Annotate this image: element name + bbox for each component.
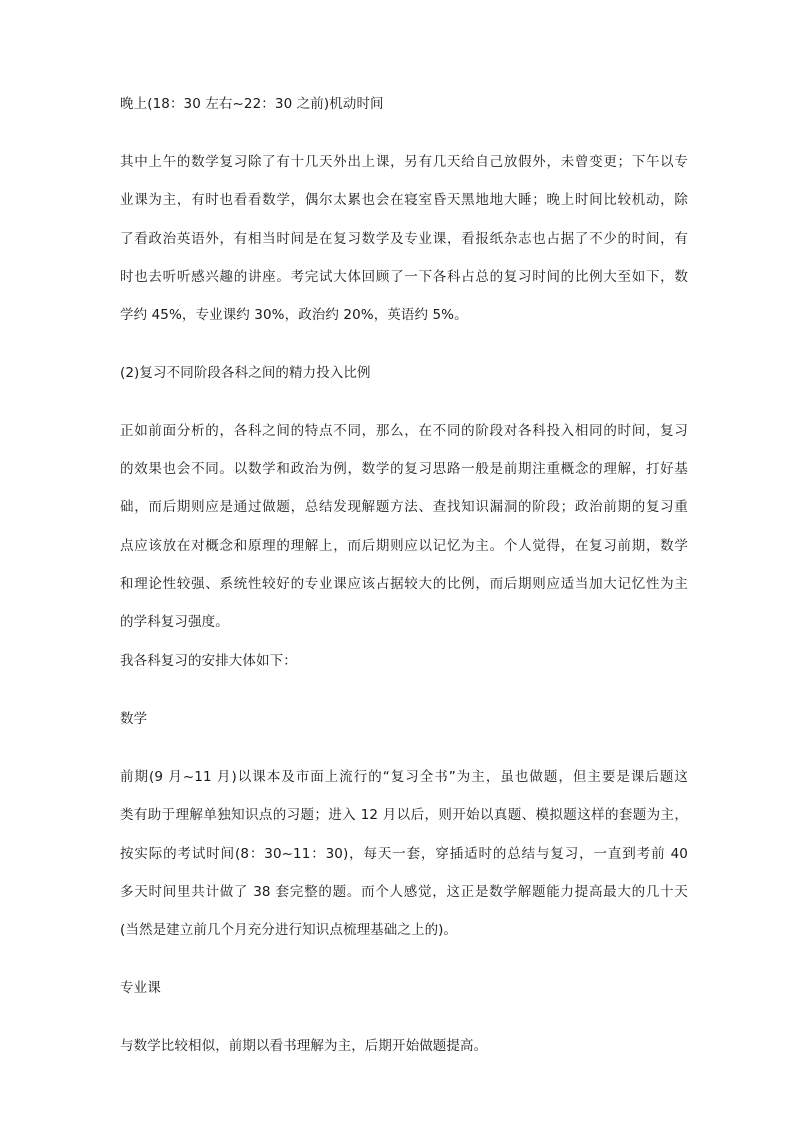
paragraph-line: 了看政治英语外，有相当时间是在复习数学及专业课，看报纸杂志也占据了不少的时间，有	[120, 231, 688, 247]
paragraph-line: 和理论性较强、系统性较好的专业课应该占据较大的比例，而后期则应适当加大记忆性为主	[120, 576, 688, 592]
subject-heading-major: 专业课	[120, 980, 161, 996]
paragraph-line: 其中上午的数学复习除了有十几天外出上课，另有几天给自己放假外，未曾变更；下午以专	[120, 154, 688, 170]
paragraph-line: 类有助于理解单独知识点的习题；进入 12 月以后，则开始以真题、模拟题这样的套题为主，	[120, 807, 688, 823]
section-heading: (2)复习不同阶段各科之间的精力投入比例	[120, 365, 371, 381]
paragraph-line: 与数学比较相似，前期以看书理解为主，后期开始做题提高。	[120, 1038, 488, 1054]
paragraph-line: (当然是建立前几个月充分进行知识点梳理基础之上的)。	[120, 922, 458, 938]
paragraph-line: 按实际的考试时间(8：30~11：30)，每天一套，穿插适时的总结与复习，一直到考前 40	[120, 846, 688, 862]
paragraph-line: 的学科复习强度。	[120, 614, 229, 630]
arrangement-intro: 我各科复习的安排大体如下：	[120, 653, 297, 669]
paragraph-line: 点应该放在对概念和原理的理解上，而后期则应以记忆为主。个人觉得，在复习前期，数学	[120, 538, 688, 554]
paragraph-line: 多天时间里共计做了 38 套完整的题。而个人感觉，这正是数学解题能力提高最大的几十天	[120, 884, 688, 900]
paragraph-line: 的效果也会不同。以数学和政治为例，数学的复习思路一般是前期注重概念的理解，打好基	[120, 461, 688, 477]
paragraph-line: 前期(9 月~11 月)以课本及市面上流行的“复习全书”为主，虽也做题，但主要是课后题这	[120, 769, 688, 785]
schedule-evening-line: 晚上(18：30 左右~22：30 之前)机动时间	[120, 96, 384, 112]
paragraph-line: 正如前面分析的，各科之间的特点不同，那么，在不同的阶段对各科投入相同的时间，复习	[120, 423, 688, 439]
paragraph-line: 业课为主，有时也看看数学，偶尔太累也会在寝室昏天黑地地大睡；晚上时间比较机动，除	[120, 192, 688, 208]
subject-heading-math: 数学	[120, 711, 148, 727]
paragraph-line: 学约 45%，专业课约 30%，政治约 20%，英语约 5%。	[120, 307, 468, 323]
paragraph-line: 础，而后期则应是通过做题，总结发现解题方法、查找知识漏洞的阶段；政治前期的复习重	[120, 499, 688, 515]
paragraph-line: 时也去听听感兴趣的讲座。考完试大体回顾了一下各科占总的复习时间的比例大至如下，数	[120, 269, 688, 285]
